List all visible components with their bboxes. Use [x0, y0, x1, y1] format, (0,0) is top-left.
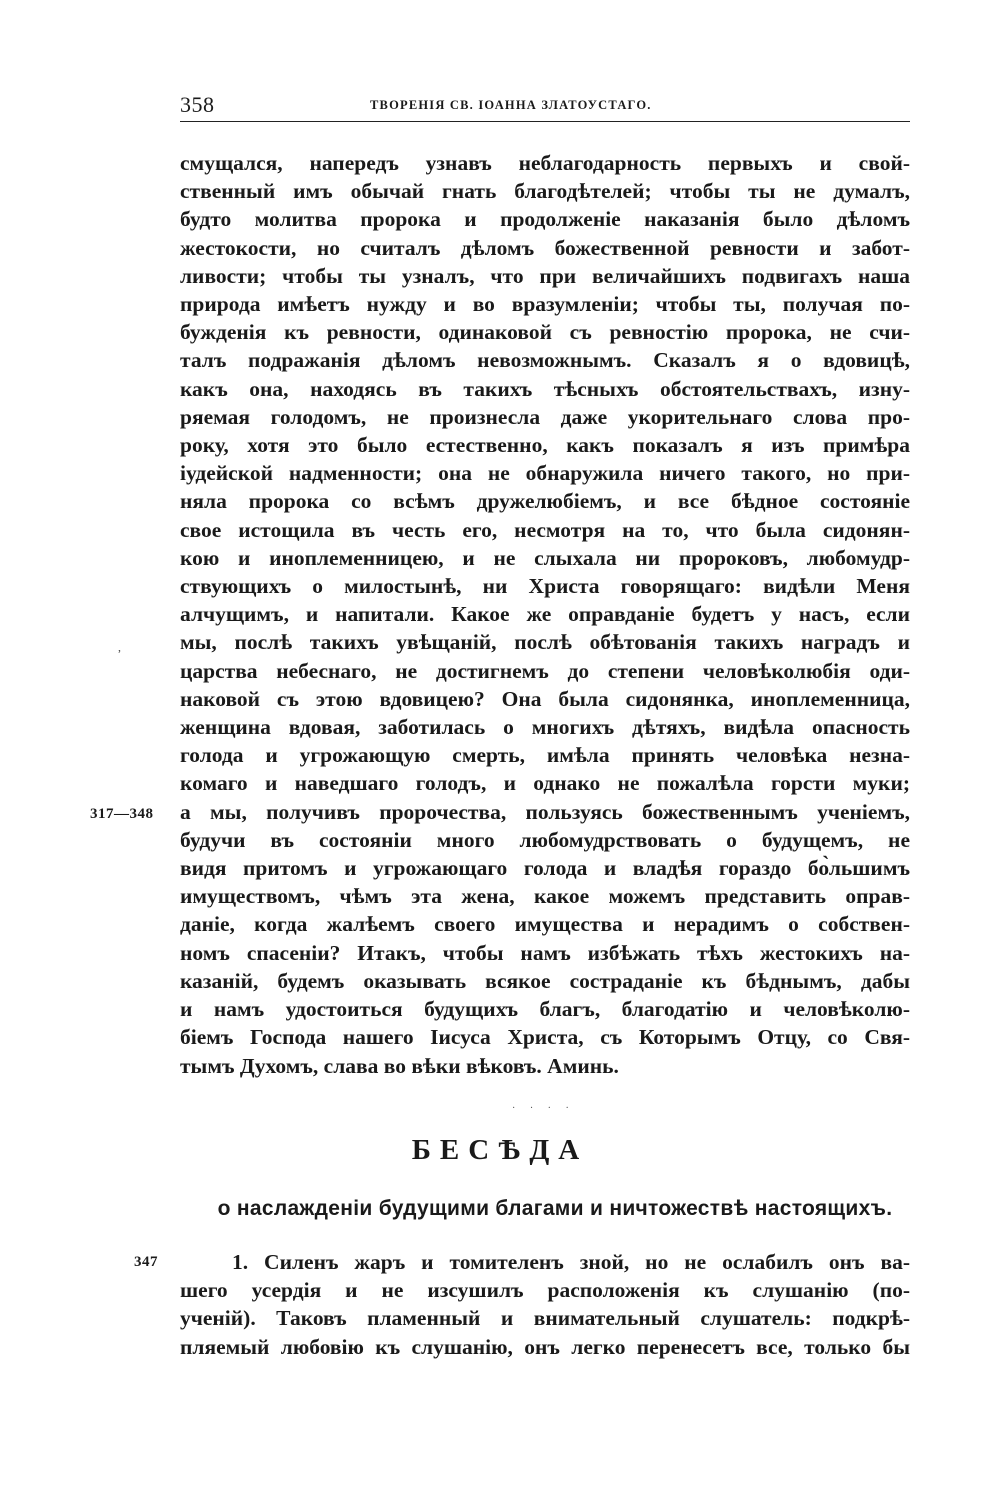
text-line: біемъ Господа нашего Іисуса Христа, съ Которымъ Отцу, со Свя-	[180, 1025, 910, 1050]
text-line: талъ подражанія дѣломъ невозможнымъ. Сказалъ я о вдовицѣ,	[180, 348, 910, 373]
text-line: няла пророка со всѣмъ дружелюбіемъ, и все бѣдное состояніе	[180, 489, 910, 514]
text-line: кою и иноплеменницею, и не слыхала ни пророковъ, любомудр-	[180, 545, 910, 570]
text-line: а мы, получивъ пророчества, пользуясь божественнымъ ученіемъ,	[180, 799, 910, 824]
text-line: тымъ Духомъ, слава во вѣки вѣковъ. Аминь.	[180, 1053, 619, 1078]
text-line: казаній, будемъ оказывать всякое сострадaніе къ бѣднымъ, дабы	[180, 968, 910, 993]
text-line: ливости; чтобы ты узналъ, что при величайшихъ подвигахъ наша	[180, 263, 910, 288]
text-line: имуществомъ, чѣмъ эта жена, какое можемъ представить оправ-	[180, 884, 910, 909]
text-line: свое истощила въ честь его, несмотря на то, что была сидонян-	[180, 517, 910, 542]
text-line: голода и угрожающую смерть, имѣла принять человѣка незна-	[180, 743, 910, 768]
stray-mark: ,	[118, 640, 121, 654]
text-line: мы, послѣ такихъ увѣщаній, послѣ обѣтованія такихъ наградъ и	[180, 630, 910, 655]
text-line: женщина вдовая, заботилась о многихъ дѣтяхъ, видѣла опасность	[180, 715, 910, 740]
text-line: ствующихъ о милостынѣ, ни Христа говорящаго: видѣли Меня	[180, 574, 910, 599]
text-line: видя притомъ и угрожающаго голода и владѣя гораздо бо̀льшимъ	[180, 856, 910, 881]
text-line: іудейской надменности; она не обнаружила ничего такого, но при-	[180, 461, 910, 486]
second-text-block	[180, 1248, 910, 1361]
text-line: номъ спасеніи? Итакъ, чтобы намъ избѣжать тѣхъ жестокихъ на-	[180, 940, 910, 965]
text-line: наковой съ этою вдовицею? Она была сидонянка, иноплеменница,	[180, 686, 910, 711]
text-line: будучи въ состояніи много любомудрствовать о будущемъ, не	[180, 827, 910, 852]
text-line: смущался, напередъ узнавъ неблагодарность первыхъ и свой-	[180, 151, 910, 175]
text-line: бужденія къ ревности, одинаковой съ ревностію пророка, не счи-	[180, 320, 910, 345]
text-line: и намъ удостоиться будущихъ благъ, благодатію и человѣколю-	[180, 997, 910, 1022]
text-line: шего усердія и не изсушилъ расположенія къ слушанію (по-	[180, 1278, 910, 1303]
section-divider: · · · ·	[512, 1103, 575, 1114]
text-line: 1. Силенъ жаръ и томителенъ зной, но не ослабилъ онъ ва-	[232, 1250, 910, 1274]
text-line: пляемый любовію къ слушанію, онъ легко перенесетъ все, только бы	[180, 1334, 910, 1359]
text-line: комаго и наведшаго голодъ, и однако не пожалѣла горсти муки;	[180, 771, 910, 796]
main-text-block	[180, 149, 910, 1080]
text-line: року, хотя это было естественно, какъ показалъ я изъ примѣра	[180, 433, 910, 458]
text-line: ряемая голодомъ, не произнесла даже укорительнаго слова про-	[180, 404, 910, 429]
section-title: БЕСѢДА	[411, 1134, 589, 1166]
text-line: будто молитва пророка и продолженіе наказанія было дѣломъ	[180, 207, 910, 232]
section-subtitle: о наслажденіи будущими благами и ничтожествѣ настоящихъ.	[217, 1197, 893, 1220]
text-line: алчущимъ, и напитали. Какое же оправданіе будетъ у насъ, если	[180, 602, 910, 627]
text-line: ственный имъ обычай гнать благодѣтелей; чтобы ты не думалъ,	[180, 179, 910, 204]
text-line: ученій). Таковъ пламенный и внимательный слушатель: подкрѣ-	[180, 1306, 910, 1331]
running-title: ТВОРЕНІЯ СВ. ІОАННА ЗЛАТОУСТАГО.	[370, 98, 652, 112]
margin-note: 317—348	[90, 806, 154, 822]
text-line: даніе, когда жалѣемъ своего имущества и нерадимъ о собствен-	[180, 912, 910, 937]
text-line: жестокости, но считалъ дѣломъ божественной ревности и забот-	[180, 235, 910, 260]
text-line: природа имѣетъ нужду и во вразумленіи; чтобы ты, получая по-	[180, 292, 910, 317]
text-line: царства небеснаго, не достигнемъ до степени человѣколюбія оди-	[180, 658, 910, 683]
page-number: 358	[180, 92, 215, 117]
text-line: какъ она, находясь въ такихъ тѣсныхъ обстоятельствахъ, изну-	[180, 376, 910, 401]
running-header	[180, 93, 910, 122]
margin-note: 347	[134, 1254, 158, 1270]
